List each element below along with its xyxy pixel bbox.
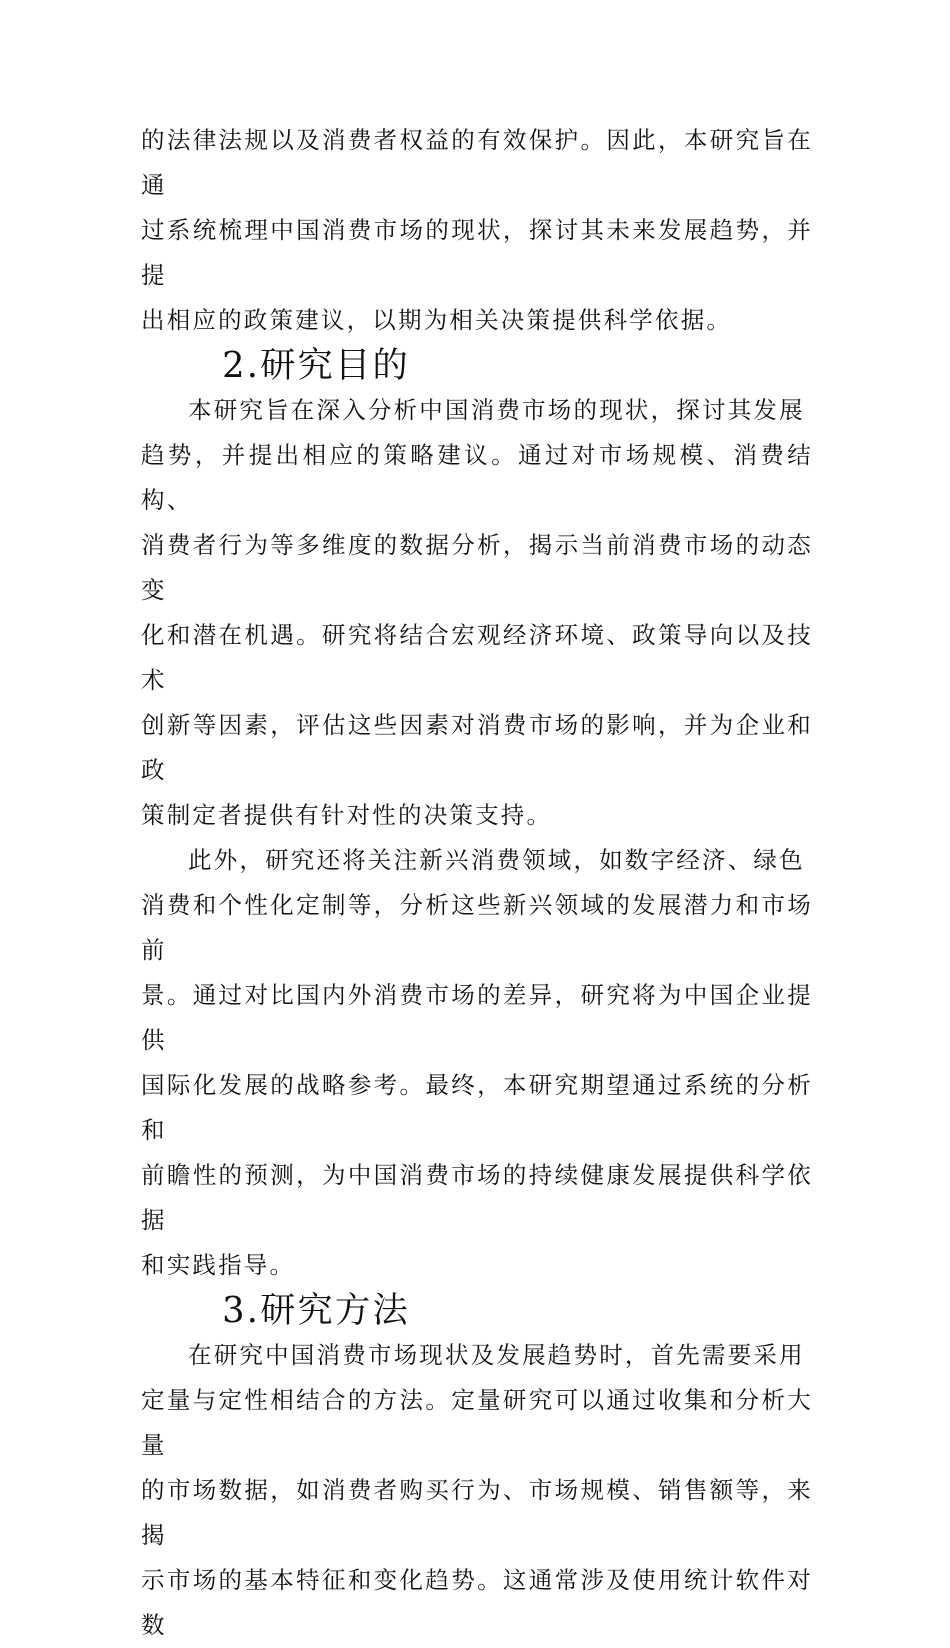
text-line: 策制定者提供有针对性的决策支持。 — [141, 801, 553, 829]
document-page — [141, 118, 813, 1648]
text-line: 国际化发展的战略参考。最终，本研究期望通过系统的分析和 — [141, 1071, 813, 1144]
text-line: 创新等因素，评估这些因素对消费市场的影响，并为企业和政 — [141, 711, 813, 784]
section-heading-research-purpose: 2.研究目的 — [222, 345, 410, 386]
text-line: 景。通过对比国内外消费市场的差异，研究将为中国企业提供 — [141, 981, 813, 1054]
paragraph-intro — [141, 118, 813, 343]
text-line: 和实践指导。 — [141, 1251, 296, 1279]
text-line: 定量与定性相结合的方法。定量研究可以通过收集和分析大量 — [141, 1386, 813, 1459]
section-heading-research-method: 3.研究方法 — [222, 1290, 410, 1331]
text-line: 出相应的政策建议，以期为相关决策提供科学依据。 — [141, 306, 733, 334]
text-line: 示市场的基本特征和变化趋势。这通常涉及使用统计软件对数 — [141, 1566, 813, 1639]
paragraph-emerging-fields — [141, 838, 813, 1288]
text-line: 的法律法规以及消费者权益的有效保护。因此，本研究旨在通 — [141, 126, 813, 199]
text-line: 过系统梳理中国消费市场的现状，探讨其未来发展趋势，并提 — [141, 216, 813, 289]
paragraph-research-purpose — [141, 388, 813, 838]
text-line: 化和潜在机遇。研究将结合宏观经济环境、政策导向以及技术 — [141, 621, 813, 694]
text-line: 前瞻性的预测，为中国消费市场的持续健康发展提供科学依据 — [141, 1161, 813, 1234]
text-line: 消费者行为等多维度的数据分析，揭示当前消费市场的动态变 — [141, 531, 813, 604]
paragraph-research-method — [141, 1333, 813, 1648]
text-line: 趋势，并提出相应的策略建议。通过对市场规模、消费结构、 — [141, 441, 813, 514]
text-line: 本研究旨在深入分析中国消费市场的现状，探讨其发展 — [188, 396, 805, 424]
text-line: 的市场数据，如消费者购买行为、市场规模、销售额等，来揭 — [141, 1476, 813, 1549]
text-line: 此外，研究还将关注新兴消费领域，如数字经济、绿色 — [188, 846, 805, 874]
text-line: 在研究中国消费市场现状及发展趋势时，首先需要采用 — [188, 1341, 805, 1369]
text-line: 消费和个性化定制等，分析这些新兴领域的发展潜力和市场前 — [141, 891, 813, 964]
